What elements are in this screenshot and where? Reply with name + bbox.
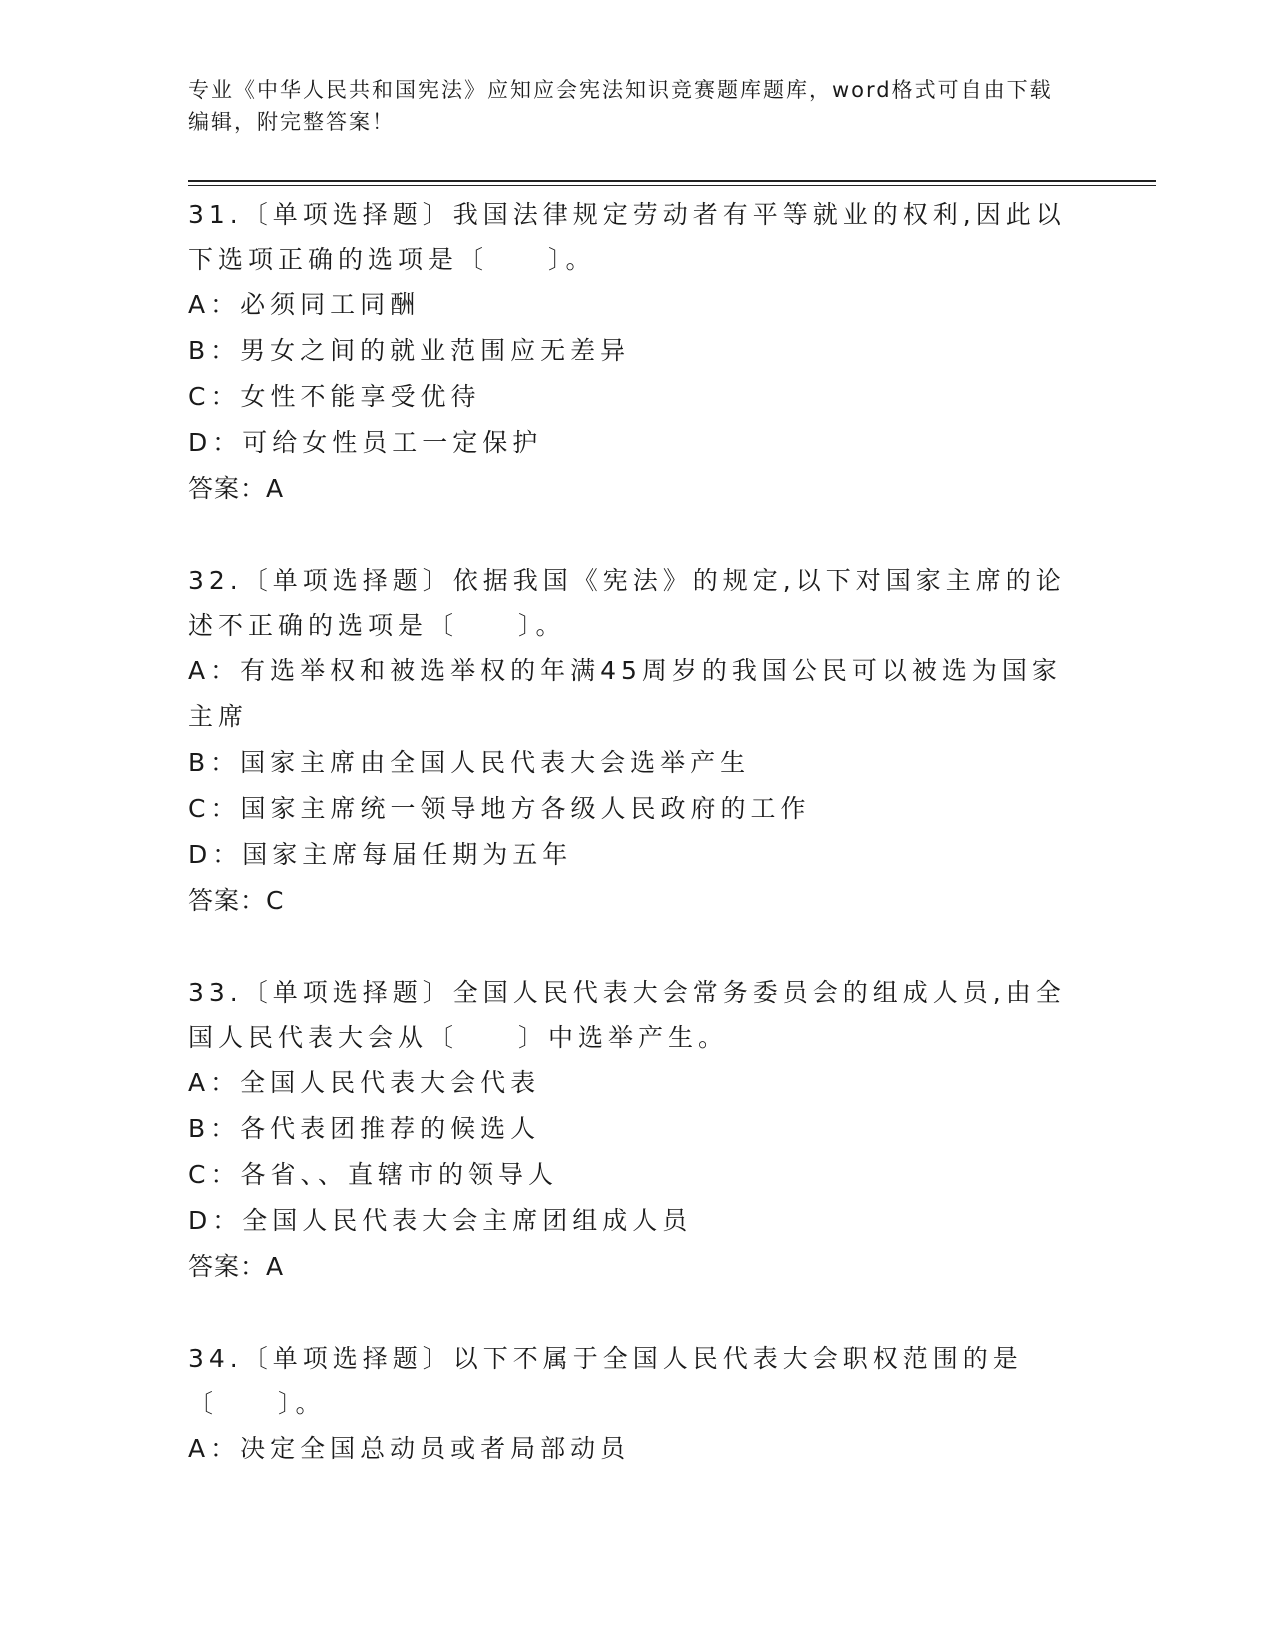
question-33 [188, 970, 1068, 1290]
question-stem: 31.〔单项选择题〕我国法律规定劳动者有平等就业的权利,因此以下选项正确的选项是〔 〕。 [188, 200, 1066, 274]
option-b: B：男女之间的就业范围应无差异 [188, 336, 631, 365]
question-stem: 32.〔单项选择题〕依据我国《宪法》的规定,以下对国家主席的论述不正确的选项是〔 〕。 [188, 566, 1066, 640]
question-34 [188, 1336, 1068, 1472]
question-stem: 34.〔单项选择题〕以下不属于全国人民代表大会职权范围的是〔 〕。 [188, 1344, 1023, 1418]
option-a: A：全国人民代表大会代表 [188, 1068, 541, 1097]
question-32 [188, 558, 1068, 924]
option-a: A：决定全国总动员或者局部动员 [188, 1434, 631, 1463]
option-c: C：各省、、直辖市的领导人 [188, 1160, 558, 1189]
question-stem: 33.〔单项选择题〕全国人民代表大会常务委员会的组成人员,由全国人民代表大会从〔 〕中选举产生。 [188, 978, 1066, 1052]
option-c: C：女性不能享受优待 [188, 382, 481, 411]
option-d: D：可给女性员工一定保护 [188, 428, 543, 457]
header-divider-thick [188, 180, 1156, 182]
option-b: B：各代表团推荐的候选人 [188, 1114, 541, 1143]
option-a: A：有选举权和被选举权的年满45周岁的我国公民可以被选为国家主席 [188, 656, 1062, 731]
option-d: D：全国人民代表大会主席团组成人员 [188, 1206, 693, 1235]
option-a: A：必须同工同酬 [188, 290, 421, 319]
option-c: C：国家主席统一领导地方各级人民政府的工作 [188, 794, 811, 823]
header-divider-thin [188, 185, 1156, 186]
document-header: 专业《中华人民共和国宪法》应知应会宪法知识竞赛题库题库，word格式可自由下载编辑，附完整答案！ [188, 78, 1053, 134]
option-b: B：国家主席由全国人民代表大会选举产生 [188, 748, 751, 777]
answer: 答案：A [188, 474, 285, 503]
answer: 答案：C [188, 886, 285, 915]
option-d: D：国家主席每届任期为五年 [188, 840, 573, 869]
answer: 答案：A [188, 1252, 285, 1281]
question-31 [188, 192, 1068, 512]
question-list [188, 192, 1068, 1472]
